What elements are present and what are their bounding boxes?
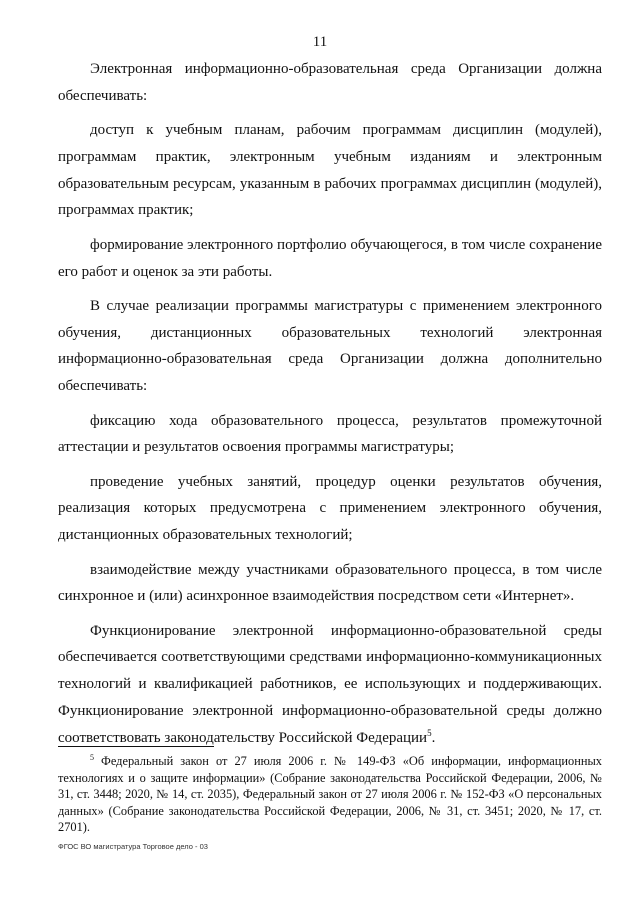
paragraph: проведение учебных занятий, процедур оценки результатов обучения, реализация которых предусмотрена с применением электронного обучения, дистанционных образовательных технологий; xyxy=(58,473,602,544)
paragraph: доступ к учебным планам, рабочим программам дисциплин (модулей), программам практик, электронным учебным изданиям и электронным образовательным ресурсам, указанным в рабочих программах дисциплин (модулей), программах практик; xyxy=(58,122,602,219)
body-text xyxy=(58,56,602,759)
footnote-reference: 5 xyxy=(427,727,432,738)
paragraph-with-footnote: Функционирование электронной информационно-образовательной среды обеспечивается соответствующими средствами информационно-коммуникационных технологий и квалификацией работников, ее использующих и поддерживающих. Функционирование электронной информационно-образовательной среды должно соответствовать законодательству Российской Федерации$^5$. xyxy=(58,622,602,746)
footnote-separator xyxy=(58,746,214,747)
footer-document-code: ФГОС ВО магистратура Торговое дело - 03 xyxy=(58,842,208,851)
footnote-marker: 5 xyxy=(90,752,94,762)
paragraph: В случае реализации программы магистратуры с применением электронного обучения, дистанционных образовательных технологий электронная информационно-образовательная среда Организации должна дополнительно обеспечивать: xyxy=(58,297,602,395)
paragraph-text: Функционирование электронной информационно-образовательной среды обеспечивается соответствующими средствами информационно-коммуникационных технологий и квалификацией работников, ее использующих и поддерживающих. Функционирование электронной информационно-образовательной среды должно соответствовать законодательству Российской Федерации xyxy=(58,622,602,746)
paragraph: взаимодействие между участниками образовательного процесса, в том числе синхронное и (или) асинхронное взаимодействия посредством сети «Интернет». xyxy=(58,561,602,605)
footnote-text: Федеральный закон от 27 июля 2006 г. № 149-ФЗ «Об информации, информационных технологиях и о защите информации» (Собрание законодательства Российской Федерации, 2006, № 31, ст. 3448; 2020, № 14, ст. 2035), Федеральный закон от 27 июля 2006 г. № 152-ФЗ «О персональных данных» (Собрание законодательства Российской Федерации, 2006, № 31, ст. 3451; 2020, № 17, ст. 2701). xyxy=(58,754,602,835)
paragraph: формирование электронного портфолио обучающегося, в том числе сохранение его работ и оценок за эти работы. xyxy=(58,236,602,280)
footnote xyxy=(58,753,602,836)
paragraph: Электронная информационно-образовательная среда Организации должна обеспечивать: xyxy=(58,61,602,104)
page-number: 11 xyxy=(312,34,328,50)
paragraph: фиксацию хода образовательного процесса, результатов промежуточной аттестации и результатов освоения программы магистратуры; xyxy=(58,412,602,456)
